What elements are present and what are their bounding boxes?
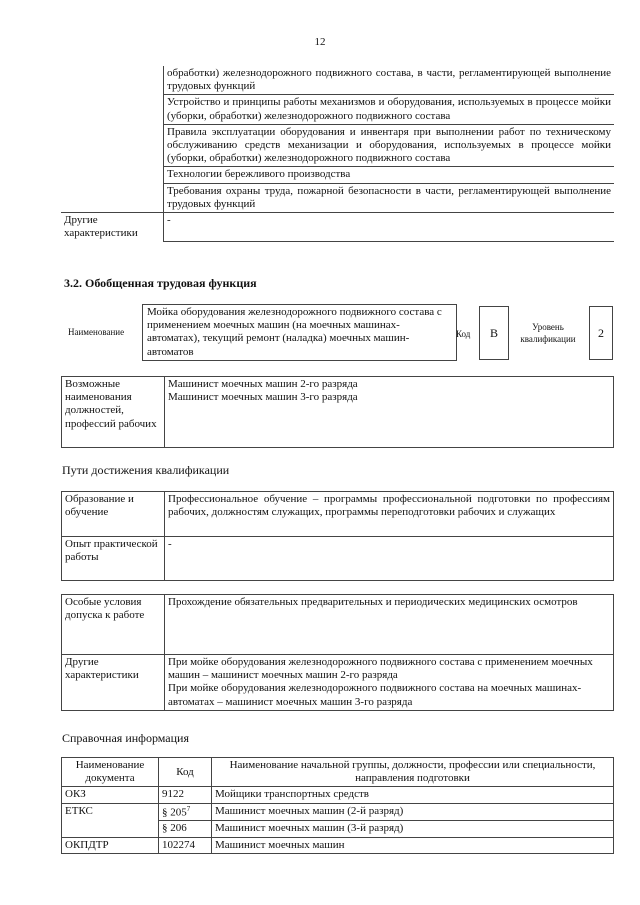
other-conditions-values (165, 655, 614, 711)
education-table (61, 491, 614, 581)
ref-header-doc: Наименование документа (62, 758, 159, 787)
section-title: 3.2. Обобщенная трудовая функция (64, 276, 257, 290)
other-characteristics-value: - (164, 212, 615, 241)
other-characteristics-label: Другие характеристики (61, 212, 164, 241)
ref-code: § 206 (159, 821, 212, 837)
ref-name: Мойщики транспортных средств (212, 787, 614, 803)
positions-values (165, 377, 614, 448)
reference-heading: Справочная информация (62, 731, 189, 745)
name-label: Наименование (68, 327, 125, 337)
page-number: 12 (314, 36, 326, 48)
ref-doc: ОКЗ (62, 787, 159, 803)
ref-code: 9122 (159, 787, 212, 803)
positions-table (61, 376, 614, 448)
education-value: Профессиональное обучение – программы профессиональной подготовки по профессиям рабочих, должностям служащих, программы переподготовки рабочих и служащих (165, 492, 614, 537)
knowledge-row: Технологии бережливого производства (164, 167, 615, 183)
knowledge-table (61, 66, 614, 242)
ref-name: Машинист моечных машин (2-й разряд) (212, 803, 614, 821)
other-condition-item: При мойке оборудования железнодорожного подвижного состава на моечных машинах-автоматах – машинист моечных машин 3-го разряда (168, 682, 582, 708)
ref-doc: ЕТКС (62, 803, 159, 837)
ref-name: Машинист моечных машин (212, 837, 614, 853)
code-label: Код (456, 329, 471, 339)
other-condition-item: При мойке оборудования железнодорожного подвижного состава с применением моечных машин – машинист моечных машин 2-го разряда (168, 656, 593, 682)
experience-label: Опыт практической работы (62, 537, 165, 581)
knowledge-row: обработки) железнодорожного подвижного состава, в части, регламентирующей выполнение трудовых функций (164, 66, 615, 95)
ref-header-code: Код (159, 758, 212, 787)
special-conditions-label: Особые условия допуска к работе (62, 595, 165, 655)
reference-table (61, 757, 614, 854)
other-conditions-label: Другие характеристики (62, 655, 165, 711)
level-value-box: 2 (589, 306, 613, 360)
ref-name: Машинист моечных машин (3-й разряд) (212, 821, 614, 837)
ref-code: 102274 (159, 837, 212, 853)
knowledge-label-cell (61, 66, 164, 212)
positions-label: Возможные наименования должностей, профессий рабочих (62, 377, 165, 448)
footnote-mark: 7 (186, 804, 191, 813)
function-name-box: Мойка оборудования железнодорожного подвижного состава с применением моечных машин (на моечных машинах-автоматах), текущий ремонт (наладка) моечных машин-автоматов (142, 304, 457, 361)
position-item: Машинист моечных машин 2-го разряда (168, 378, 358, 390)
knowledge-row: Требования охраны труда, пожарной безопасности в части, регламентирующей выполнение трудовых функций (164, 183, 615, 212)
qualification-heading: Пути достижения квалификации (62, 463, 230, 477)
education-label: Образование и обучение (62, 492, 165, 537)
ref-code (159, 803, 212, 821)
conditions-table (61, 594, 614, 711)
position-item: Машинист моечных машин 3-го разряда (168, 391, 358, 404)
ref-header-name: Наименование начальной группы, должности, профессии или специальности, направления подготовки (212, 758, 614, 787)
experience-value: - (165, 537, 614, 581)
ref-doc: ОКПДТР (62, 837, 159, 853)
knowledge-row: Устройство и принципы работы механизмов и оборудования, используемых в процессе мойки (уборки, обработки) железнодорожного подвижного состава (164, 95, 615, 124)
special-conditions-value: Прохождение обязательных предварительных и периодических медицинских осмотров (165, 595, 614, 655)
ref-code-text: § 205 (162, 806, 187, 819)
level-label: Уровень квалификации (520, 322, 576, 345)
knowledge-row: Правила эксплуатации оборудования и инвентаря при выполнении работ по техническому обслуживанию средств механизации и оборудования, используемых в процессе мойки (уборки, обработки) железнодорожного подвижного состава (164, 124, 615, 167)
code-value-box: В (479, 306, 509, 360)
